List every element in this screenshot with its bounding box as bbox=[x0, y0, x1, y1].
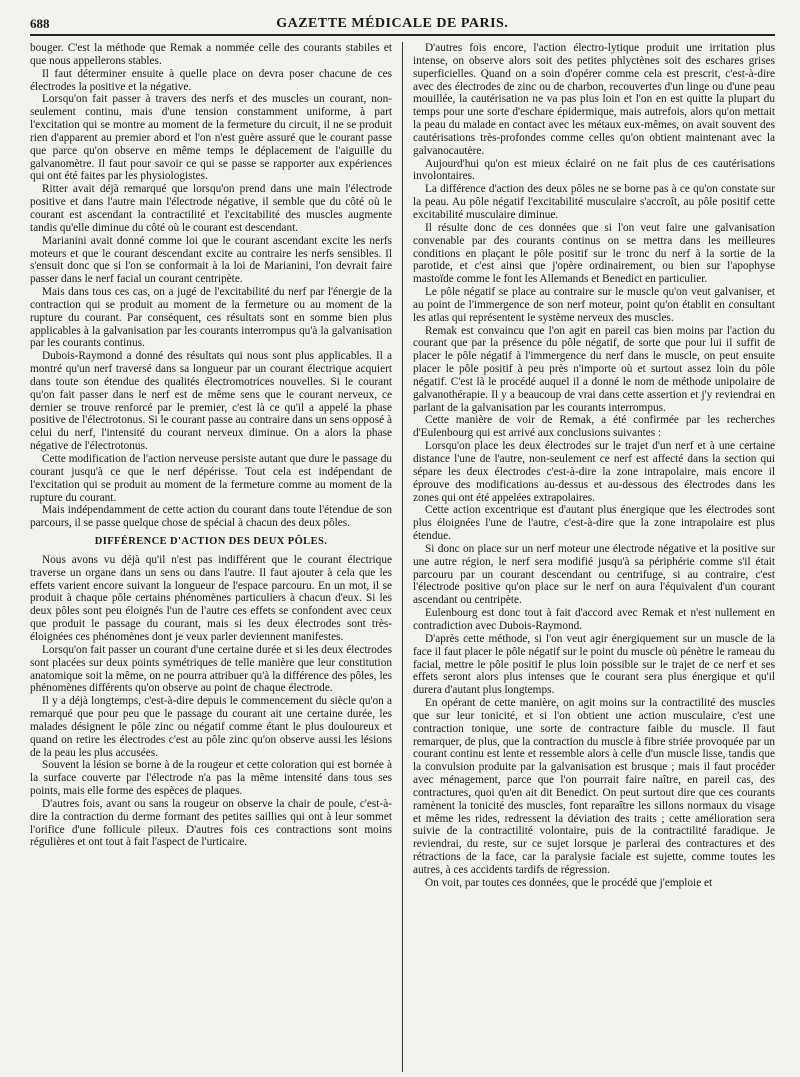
page-number: 688 bbox=[30, 16, 50, 31]
left-column bbox=[30, 42, 392, 1072]
paragraph: Marianini avait donné comme loi que le courant ascendant excite les nerfs moteurs et que le courant descendant excite au contraire les nerfs sensibles. Il s'ensuit donc que si l'on se conformait à la loi de Marianini, l'on devrait faire passer dans le nerf facial un courant centripète. bbox=[30, 234, 392, 286]
paragraph: Lorsqu'on place les deux électrodes sur le trajet d'un nerf et à une certaine distance l'une de l'autre, non-seulement ce nerf est affecté dans la section qui sépare les deux électrodes c'est-à-dire la zone intrapolaire, mais encore il éprouve des modifications au-dessus et au-dessous des électrodes dans les zones qui ont été appelées extrapolaires. bbox=[413, 440, 775, 504]
paragraph: Ritter avait déjà remarqué que lorsqu'on prend dans une main l'électrode positive et dans l'autre main l'électrode négative, il semble que du côté où le courant est ascendant la contractilité et l'excitabilité des muscles augmente tandis qu'elle diminue du côté où le courant est descendant. bbox=[30, 183, 392, 234]
paragraph: D'autres fois, avant ou sans la rougeur on observe la chair de poule, c'est-à-dire la contraction du derme formant des petites saillies qui ont à leur sommet l'orifice d'une follicule pileux. D'autres fois ces contractions sont moins régulières et ont tout à fait l'aspect de l'urticaire. bbox=[30, 797, 392, 849]
paragraph: Souvent la lésion se borne à de la rougeur et cette coloration qui est bornée à la surface couverte par l'électrode n'a pas la même intensité dans tous ses points, mais elle forme des espèces de plaques. bbox=[30, 759, 392, 798]
paragraph: Cette action excentrique est d'autant plus énergique que les électrodes sont plus éloignées l'une de l'autre, c'est-à-dire que la zone intrapolaire est plus étendue. bbox=[413, 504, 775, 543]
paragraph: La différence d'action des deux pôles ne se borne pas à ce qu'on constate sur la peau. Au pôle négatif l'excitabilité musculaire s'accroît, au pôle positif cette excitabilité musculaire diminue. bbox=[413, 183, 775, 221]
paragraph: D'autres fois encore, l'action électro-lytique produit une irritation plus intense, on observe alors soit des petites phlyctènes soit des eschares grises superficielles. Quand on a soin d'opérer comme cela est prescrit, c'est-à-dire avec des électrodes de zinc ou de charbon, recouvertes d'un linge ou d'une peau mouillée, la cautérisation ne va pas plus loin et l'on en est quitte la plupart du temps pour une sorte d'eschare épidermique, mais autrefois, alors qu'on mettait la peau du malade en contact avec les métaux eux-mêmes, on avait souvent des cautérisations très-profondes comme celles qu'on obtient maintenant avec la galvanocautère. bbox=[413, 42, 775, 157]
right-column bbox=[413, 42, 775, 1072]
paragraph: Lorsqu'on fait passer un courant d'une certaine durée et si les deux électrodes sont placées sur deux points symétriques de telle manière que leur constitution anatomique soit la même, on ne pourra attribuer qu'à la différence des pôles, les phénomènes différents qu'on observe au point de chaque électrode. bbox=[30, 643, 392, 695]
text-columns bbox=[30, 42, 775, 1072]
page-header bbox=[30, 10, 775, 36]
paragraph: Remak est convaincu que l'on agit en pareil cas bien moins par l'action du courant que par la présence du pôle négatif, de sorte que pour lui il suffit de placer le pôle négatif à l'immergence du nerf dans le muscle, on peut ensuite placer le pôle positif à peu près n'importe où et surtout assez loin du pôle négatif. C'est là le procédé auquel il a donné le nom de méthode unipolaire de galvanothérapie. Il y a beaucoup de vrai dans cette assertion et j'y reviendrai en parlant de la galvanisation par les courants interrompus. bbox=[413, 324, 775, 414]
section-heading: DIFFÉRENCE D'ACTION DES DEUX PÔLES. bbox=[94, 536, 328, 548]
paragraph: Mais indépendamment de cette action du courant dans toute l'étendue de son parcours, il se passe quelque chose de spécial à chacun des deux pôles. bbox=[30, 504, 392, 530]
paragraph: Il y a déjà longtemps, c'est-à-dire depuis le commencement du siècle qu'on a remarqué que pour peu que le passage du courant ait une certaine durée, les malades désignent le pôle zinc ou négatif comme étant le plus douloureux et quand on retire les électrodes c'est au pôle zinc qu'on observe aussi les lésions de la peau les plus accusées. bbox=[30, 695, 392, 759]
paragraph: bouger. C'est la méthode que Remak a nommée celle des courants stabiles et que nous appellerons stables. bbox=[30, 42, 392, 67]
paragraph: Lorsqu'on fait passer à travers des nerfs et des muscles un courant, non-seulement continu, mais d'une tension constamment uniforme, à part l'excitation qui se montre au moment de la fermeture du circuit, il ne se produit rien d'apparent au premier abord et l'on n'est guère assuré que le courant passe que parce qu'on observe en même temps le déplacement de l'aiguille du galvanomètre. Il faut pour savoir ce qui se passe se rapporter aux expériences qui ont été faites par les physiologistes. bbox=[30, 93, 392, 183]
paragraph: Cette modification de l'action nerveuse persiste autant que dure le passage du courant jusqu'à ce que le nerf dépérisse. Tout cela est indépendant de l'excitation qui se produit au moment de la fermeture comme au moment de la rupture du courant. bbox=[30, 453, 392, 504]
column-divider bbox=[402, 42, 403, 1072]
paragraph: En opérant de cette manière, on agit moins sur la contractilité des muscles que sur leur tonicité, et si l'on obtient une action musculaire, c'est une contraction tonique, une sorte de contracture faible du muscle. Il faut remarquer, de plus, que la contraction du muscle à fibre striée provoquée par un courant continu est lente et ressemble alors à celle d'un muscle lisse, tandis que la convulsion produite par la galvanisation est brusque ; mais il faut procéder avec ménagement, parce que l'on pourrait faire naître, en pareil cas, des contractures, quoi qu'en ait dit Benedict. On peut surtout dire que ces courants ramènent la tonicité des muscles, font reparaître les sillons normaux du visage et même les rides, redressent la déviation des traits ; cette amélioration sera suivie de la contractilité volontaire, puis de la contractilité faradique. Je reviendrai, du reste, sur ce sujet lorsque je parlerai des contractures et des rétractions de la face, car la paralysie faciale est sujette, comme toutes les autres, à ces accidents tardifs de régression. bbox=[413, 697, 775, 876]
paragraph: Aujourd'hui qu'on est mieux éclairé on ne fait plus de ces cautérisations involontaires. bbox=[413, 157, 775, 183]
paragraph: Nous avons vu déjà qu'il n'est pas indifférent que le courant électrique traverse un organe dans un sens ou dans l'autre. Il faut ajouter à cela que les effets varient encore suivant la longueur de l'espace parcouru. En un mot, il se produit à chaque pôle certains phénomènes particuliers à chacun d'eux. Si les deux pôles sont peu éloignés l'un de l'autre ces effets se confondent avec ceux que produit le passage du courant, mais si les deux électrodes sont très-éloignées ces phénomènes dont je veux parler deviennent manifestes. bbox=[30, 553, 392, 643]
paragraph: Dubois-Raymond a donné des résultats qui nous sont plus applicables. Il a montré qu'un nerf traversé dans sa longueur par un courant électrique acquiert dans toute son étendue des qualités électromotrices nouvelles. Si le courant qu'on fait passer dans le nerf est de même sens que le courant nerveux, ce dernier se trouve renforcé par le premier, c'est là ce qu'il a appelé la phase positive de l'électrotonus. Si le courant passe au contraire dans un sens opposé à celui du nerf, l'intensité du courant nerveux diminue. On a alors la phase négative de l'électrotonus. bbox=[30, 350, 392, 453]
journal-title: GAZETTE MÉDICALE DE PARIS. bbox=[276, 16, 509, 31]
paragraph: On voit, par toutes ces données, que le procédé que j'emploie et bbox=[425, 876, 713, 889]
paragraph: Mais dans tous ces cas, on a jugé de l'excitabilité du nerf par l'énergie de la contraction qui se produit au moment de la fermeture ou au moment de la rupture du courant. Par conséquent, ces résultats sont en somme bien plus applicables à la galvanisation par les courants interrompus qu'à la galvanisation par les courants continus. bbox=[30, 286, 392, 350]
paragraph: Il faut déterminer ensuite à quelle place on devra poser chacune de ces électrodes la positive et la négative. bbox=[30, 67, 392, 93]
paragraph: Cette manière de voir de Remak, a été confirmée par les recherches d'Eulenbourg qui est arrivé aux conclusions suivantes : bbox=[413, 414, 775, 440]
paragraph: Si donc on place sur un nerf moteur une électrode négative et la positive sur une autre région, le nerf sera modifié jusqu'à sa périphérie comme s'il était parcouru par un courant descendant ou centrifuge, si au contraire, c'est l'électrode positive qu'on place sur le nerf on aura l'équivalent d'un courant ascendant ou centripète. bbox=[413, 542, 775, 607]
paragraph: Le pôle négatif se place au contraire sur le muscle qu'on veut galvaniser, et au point de l'immergence de son nerf moteur, point qu'on établit en consultant les atlas qui représentent le système nerveux des muscles. bbox=[413, 286, 775, 324]
paragraph: Il résulte donc de ces données que si l'on veut faire une galvanisation convenable par des courants continus on se mettra dans les meilleures conditions en plaçant le pôle positif sur le tronc du nerf à la sortie de la parotide, et c'est ainsi que j'opère ordinairement, ou bien sur l'apophyse mastoïde comme le font les Allemands et Benedict en particulier. bbox=[413, 221, 775, 286]
paragraph: Eulenbourg est donc tout à fait d'accord avec Remak et n'est nullement en contradiction avec Dubois-Raymond. bbox=[413, 607, 775, 632]
paragraph: D'après cette méthode, si l'on veut agir énergiquement sur un muscle de la face il faut placer le pôle négatif sur le point du muscle où pénètre le rameau du facial, mettre le pôle positif le plus loin possible sur le trajet de ce nerf et ses effets seront alors plus intenses que le courant sera plus énergique et qu'il durera d'autant plus longtemps. bbox=[413, 632, 775, 697]
